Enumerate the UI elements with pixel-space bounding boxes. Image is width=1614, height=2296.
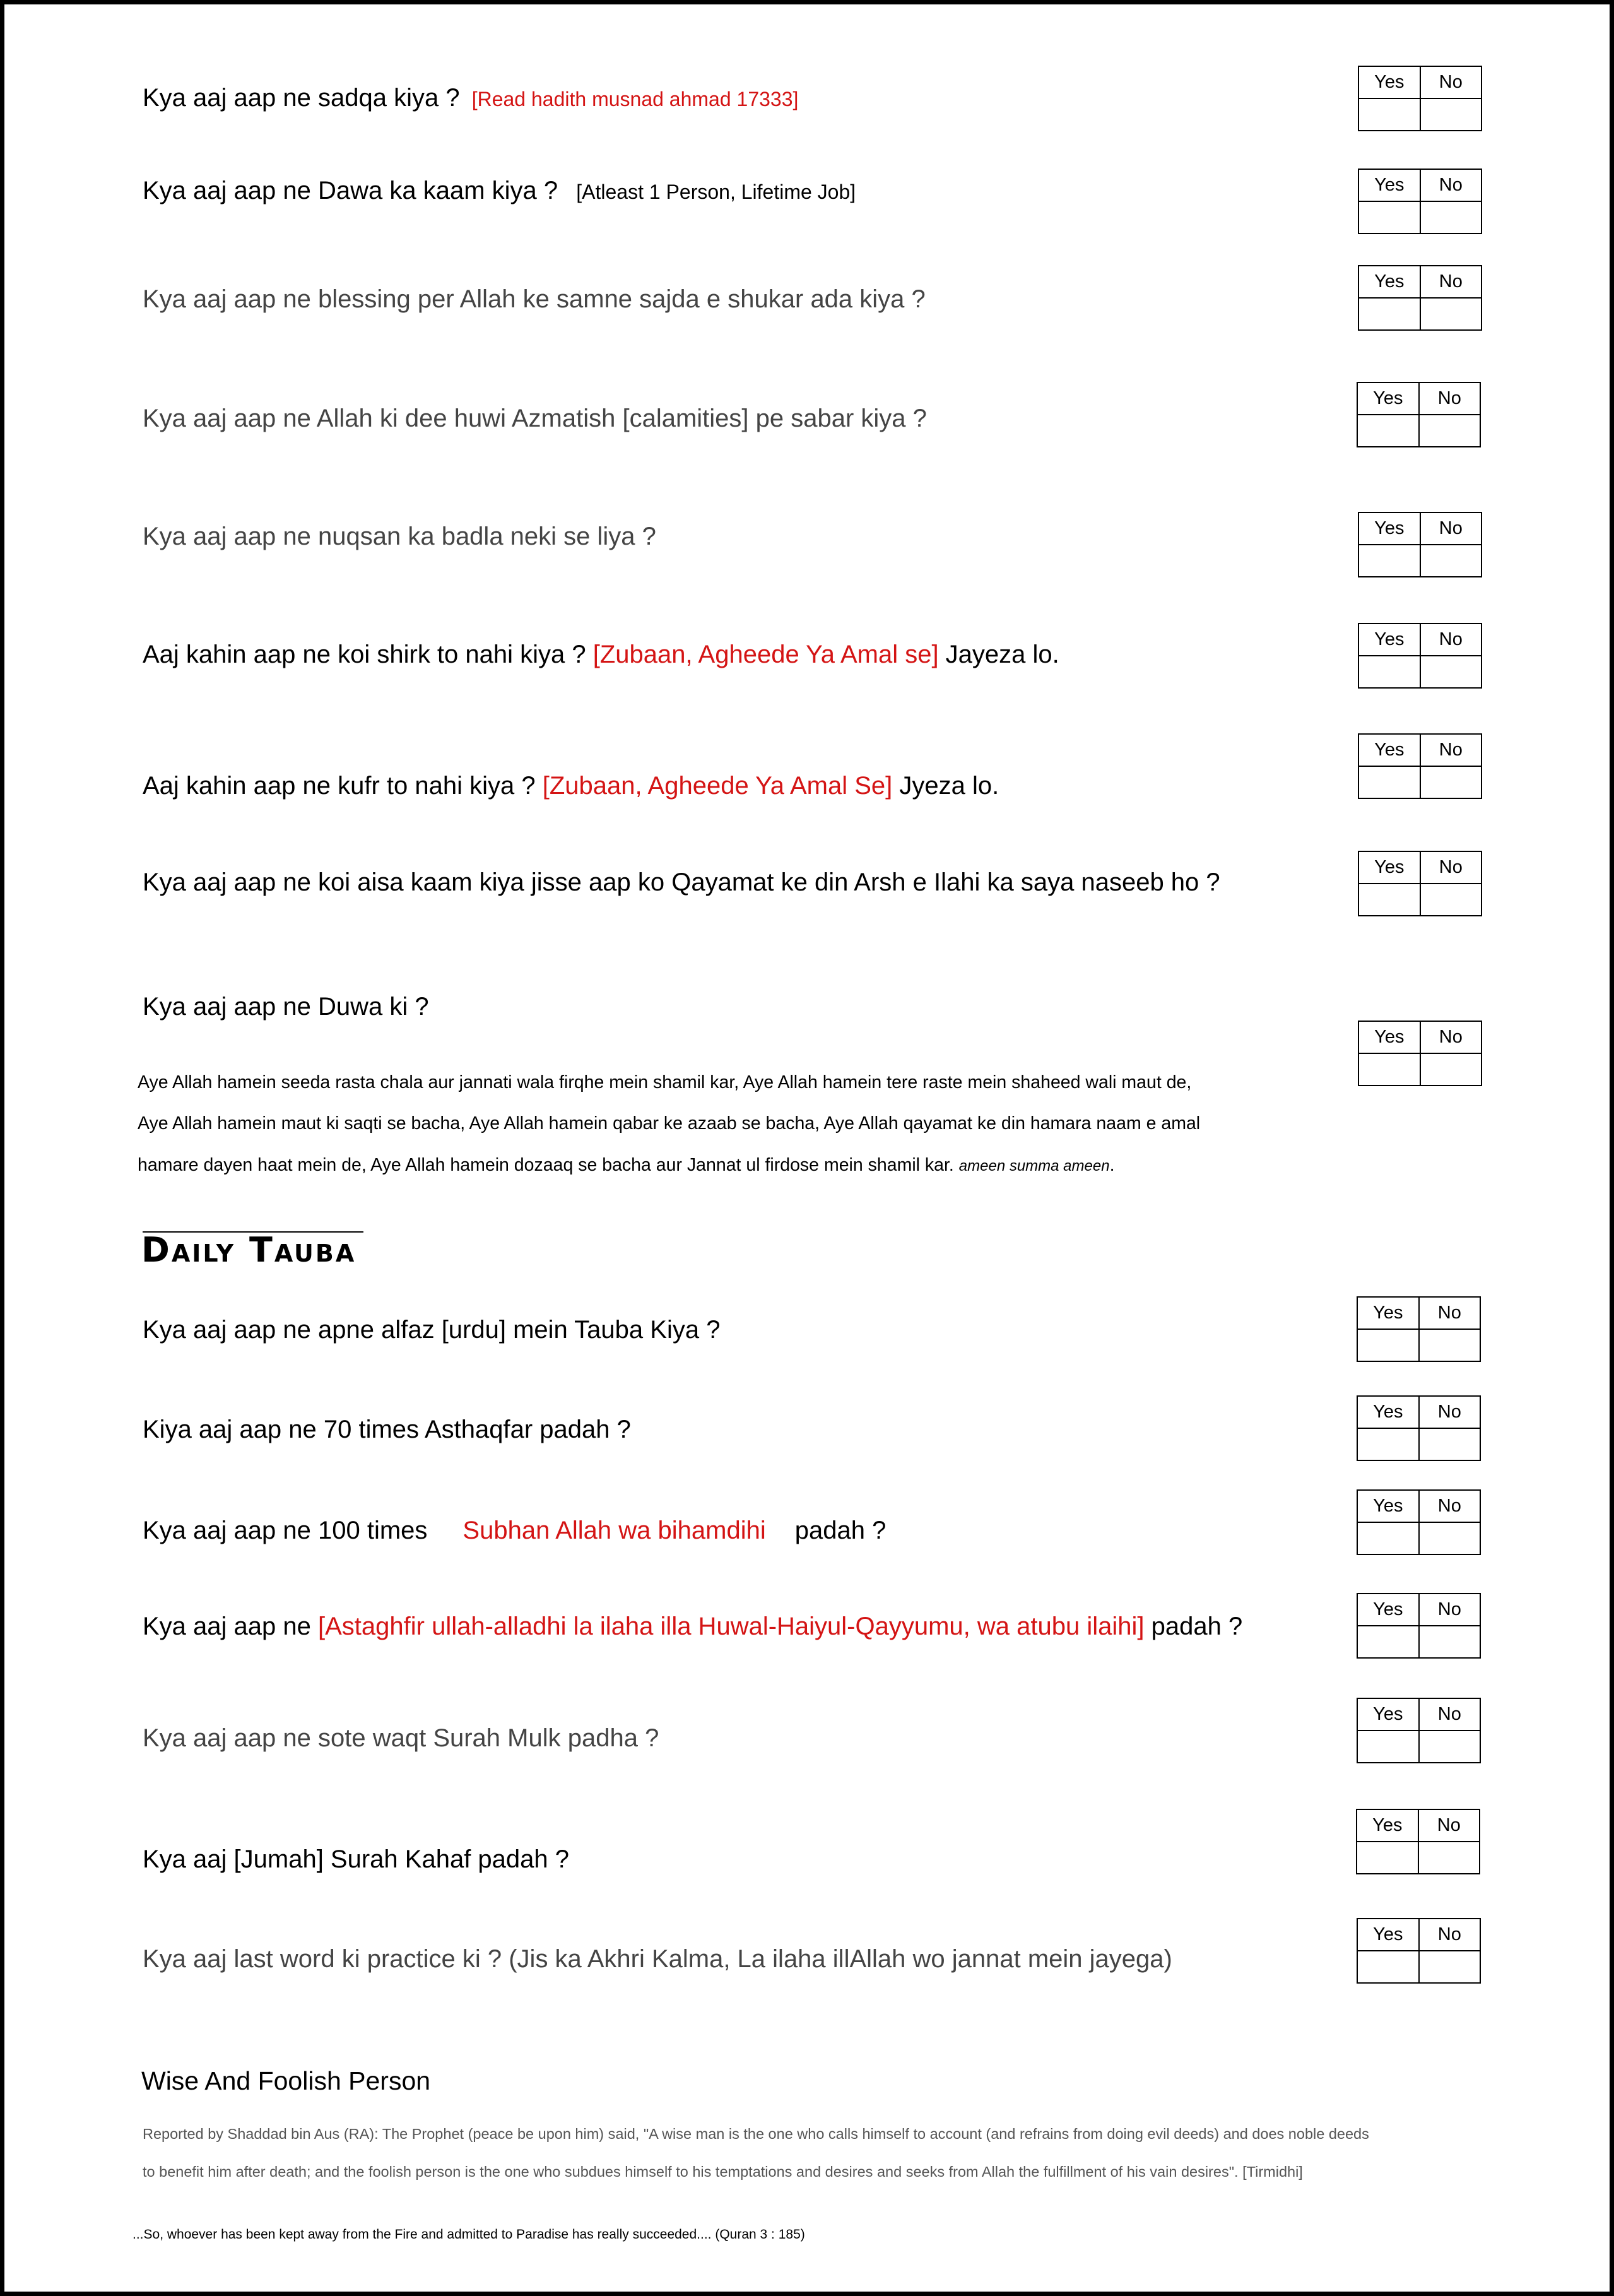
no-label: No <box>1419 1297 1480 1329</box>
question-text: Kya aaj aap ne <box>143 1613 318 1640</box>
question-sabar: Kya aaj aap ne Allah ki dee huwi Azmatish [calamities] pe sabar kiya ? <box>143 405 927 432</box>
no-label: No <box>1420 734 1481 766</box>
dua-line-1: Aye Allah hamein seeda rasta chala aur jannati wala firqhe mein shamil kar, Aye Allah hamein tere raste mein shaheed wali maut de, <box>138 1072 1192 1092</box>
no-checkbox[interactable] <box>1418 1842 1480 1874</box>
yes-checkbox[interactable] <box>1357 1842 1418 1874</box>
no-checkbox[interactable] <box>1420 201 1481 234</box>
no-label: No <box>1420 512 1481 545</box>
tauba-question-asthaqfar: Kiya aaj aap ne 70 times Asthaqfar padah ? <box>143 1416 631 1443</box>
checkbox-table-sajda <box>1358 265 1482 331</box>
tauba-question-surah-mulk: Kya aaj aap ne sote waqt Surah Mulk padha ? <box>143 1724 659 1752</box>
no-label: No <box>1420 1021 1481 1053</box>
no-label: No <box>1419 1594 1480 1626</box>
checkbox-table-nuqsan <box>1358 512 1482 577</box>
dua-ending: ameen summa ameen <box>958 1157 1110 1175</box>
no-checkbox[interactable] <box>1419 1428 1480 1460</box>
no-checkbox[interactable] <box>1420 298 1481 330</box>
question-text: Aaj kahin aap ne koi shirk to nahi kiya ? <box>143 641 593 668</box>
yes-label: Yes <box>1357 1698 1419 1731</box>
no-checkbox[interactable] <box>1420 1053 1481 1086</box>
question-suffix: padah ? <box>1144 1613 1243 1640</box>
no-checkbox[interactable] <box>1420 766 1481 798</box>
yes-label: Yes <box>1357 1490 1419 1522</box>
no-checkbox[interactable] <box>1419 1731 1480 1763</box>
yes-label: Yes <box>1357 382 1419 415</box>
tauba-question-surah-kahaf: Kya aaj [Jumah] Surah Kahaf padah ? <box>143 1845 570 1873</box>
question-suffix: Jayeza lo. <box>938 641 1059 668</box>
question-text: Kya aaj aap ne sadqa kiya ? <box>143 84 467 112</box>
yes-checkbox[interactable] <box>1358 884 1420 916</box>
no-checkbox[interactable] <box>1420 884 1481 916</box>
yes-checkbox[interactable] <box>1357 415 1419 447</box>
question-highlight: [Zubaan, Agheede Ya Amal se] <box>592 641 939 668</box>
yes-label: Yes <box>1358 734 1420 766</box>
no-checkbox[interactable] <box>1419 1626 1480 1658</box>
yes-label: Yes <box>1358 266 1420 298</box>
yes-checkbox[interactable] <box>1357 1329 1419 1361</box>
no-checkbox[interactable] <box>1419 1329 1480 1361</box>
no-label: No <box>1420 266 1481 298</box>
dua-ending-punct: . <box>1109 1155 1115 1175</box>
checkbox-table-surah-kahaf <box>1356 1809 1480 1874</box>
yes-label: Yes <box>1358 66 1420 98</box>
yes-checkbox[interactable] <box>1357 1428 1419 1460</box>
no-label: No <box>1420 624 1481 656</box>
checkbox-table-astaghfir <box>1357 1593 1481 1659</box>
yes-label: Yes <box>1357 1396 1419 1428</box>
question-suffix: Jyeza lo. <box>892 772 999 800</box>
question-text: Kya aaj aap ne Dawa ka kaam kiya ? <box>143 177 565 204</box>
no-checkbox[interactable] <box>1419 1522 1480 1554</box>
yes-label: Yes <box>1357 1919 1419 1951</box>
no-label: No <box>1419 1490 1480 1522</box>
yes-label: Yes <box>1358 512 1420 545</box>
question-highlight: Subhan Allah wa bihamdihi <box>462 1517 766 1544</box>
no-checkbox[interactable] <box>1419 415 1480 447</box>
yes-checkbox[interactable] <box>1357 1951 1419 1983</box>
yes-checkbox[interactable] <box>1358 201 1420 234</box>
wise-foolish-title: Wise And Foolish Person <box>141 2066 431 2095</box>
question-note: [Atleast 1 Person, Lifetime Job] <box>576 180 856 203</box>
question-text: Aaj kahin aap ne kufr to nahi kiya ? <box>143 772 543 800</box>
checkbox-table-dawa <box>1358 169 1482 234</box>
checkbox-table-arsh <box>1358 851 1482 916</box>
yes-checkbox[interactable] <box>1357 1626 1419 1658</box>
checkbox-table-sadqa <box>1358 66 1482 131</box>
question-kufr <box>143 771 999 801</box>
checkbox-table-last-word <box>1357 1918 1481 1984</box>
no-label: No <box>1420 66 1481 98</box>
no-checkbox[interactable] <box>1420 545 1481 577</box>
yes-checkbox[interactable] <box>1358 98 1420 131</box>
checkbox-table-kufr <box>1358 733 1482 799</box>
yes-label: Yes <box>1358 1021 1420 1053</box>
no-label: No <box>1419 1396 1480 1428</box>
question-sadqa <box>143 83 798 114</box>
yes-label: Yes <box>1358 624 1420 656</box>
quran-quote: ...So, whoever has been kept away from the Fire and admitted to Paradise has really succeeded.... (Quran 3 : 185) <box>133 2227 805 2242</box>
checkbox-table-asthaqfar <box>1357 1395 1481 1461</box>
yes-checkbox[interactable] <box>1358 298 1420 330</box>
checkbox-table-shirk <box>1358 623 1482 689</box>
dua-line-2: Aye Allah hamein maut ki saqti se bacha, Aye Allah hamein qabar ke azaab se bacha, Aye Allah qayamat ke din hamara naam e amal <box>138 1113 1201 1133</box>
yes-checkbox[interactable] <box>1358 656 1420 688</box>
question-note: [Read hadith musnad ahmad 17333] <box>471 88 799 110</box>
yes-checkbox[interactable] <box>1357 1522 1419 1554</box>
yes-label: Yes <box>1357 1594 1419 1626</box>
question-duwa: Kya aaj aap ne Duwa ki ? <box>143 993 429 1021</box>
checkbox-table-alfaz <box>1357 1296 1481 1362</box>
tauba-question-last-word: Kya aaj last word ki practice ki ? (Jis ka Akhri Kalma, La ilaha illAllah wo jannat mein jayega) <box>143 1945 1172 1973</box>
no-label: No <box>1420 169 1481 201</box>
yes-label: Yes <box>1358 851 1420 884</box>
tauba-question-alfaz: Kya aaj aap ne apne alfaz [urdu] mein Tauba Kiya ? <box>143 1316 721 1344</box>
checkbox-table-duwa <box>1358 1021 1482 1086</box>
checkbox-table-subhan-allah <box>1357 1489 1481 1555</box>
no-label: No <box>1418 1809 1480 1842</box>
dua-line-3-text: hamare dayen haat mein de, Aye Allah hamein dozaaq se bacha aur Jannat ul firdose mein shamil kar. <box>138 1155 959 1175</box>
no-checkbox[interactable] <box>1420 98 1481 131</box>
question-shirk <box>143 639 1059 670</box>
no-checkbox[interactable] <box>1420 656 1481 688</box>
question-highlight: [Astaghfir ullah-alladhi la ilaha illa Huwal-Haiyul-Qayyumu, wa atubu ilaihi] <box>318 1613 1145 1640</box>
yes-label: Yes <box>1358 169 1420 201</box>
no-label: No <box>1420 851 1481 884</box>
yes-checkbox[interactable] <box>1358 766 1420 798</box>
question-suffix: padah ? <box>794 1517 887 1544</box>
question-text: Kya aaj aap ne 100 times <box>143 1517 428 1544</box>
yes-checkbox[interactable] <box>1358 1053 1420 1086</box>
checkbox-table-sabar <box>1357 382 1481 447</box>
question-highlight: [Zubaan, Agheede Ya Amal Se] <box>542 772 893 800</box>
checkbox-table-surah-mulk <box>1357 1698 1481 1763</box>
tauba-question-astaghfir <box>143 1611 1242 1642</box>
hadith-line-1: Reported by Shaddad bin Aus (RA): The Prophet (peace be upon him) said, "A wise man is the one who calls himself to account (and refrains from doing evil deeds) and does noble deeds <box>143 2126 1369 2142</box>
tauba-question-subhan-allah <box>143 1515 886 1546</box>
question-dawa <box>143 175 856 207</box>
daily-tauba-heading: Daily Tauba <box>141 1230 356 1270</box>
yes-label: Yes <box>1357 1297 1419 1329</box>
question-arsh: Kya aaj aap ne koi aisa kaam kiya jisse aap ko Qayamat ke din Arsh e Ilahi ka saya naseeb ho ? <box>143 868 1220 896</box>
no-label: No <box>1419 1698 1480 1731</box>
question-nuqsan: Kya aaj aap ne nuqsan ka badla neki se liya ? <box>143 523 656 550</box>
no-label: No <box>1419 382 1480 415</box>
yes-checkbox[interactable] <box>1358 545 1420 577</box>
hadith-line-2: to benefit him after death; and the foolish person is the one who subdues himself to his temptations and desires and seeks from Allah the fulfillment of his vain desires". [Tirmidhi] <box>143 2163 1303 2180</box>
no-checkbox[interactable] <box>1419 1951 1480 1983</box>
yes-label: Yes <box>1357 1809 1418 1842</box>
yes-checkbox[interactable] <box>1357 1731 1419 1763</box>
dua-line-3 <box>138 1154 1114 1177</box>
no-label: No <box>1419 1919 1480 1951</box>
question-sajda: Kya aaj aap ne blessing per Allah ke samne sajda e shukar ada kiya ? <box>143 285 926 313</box>
